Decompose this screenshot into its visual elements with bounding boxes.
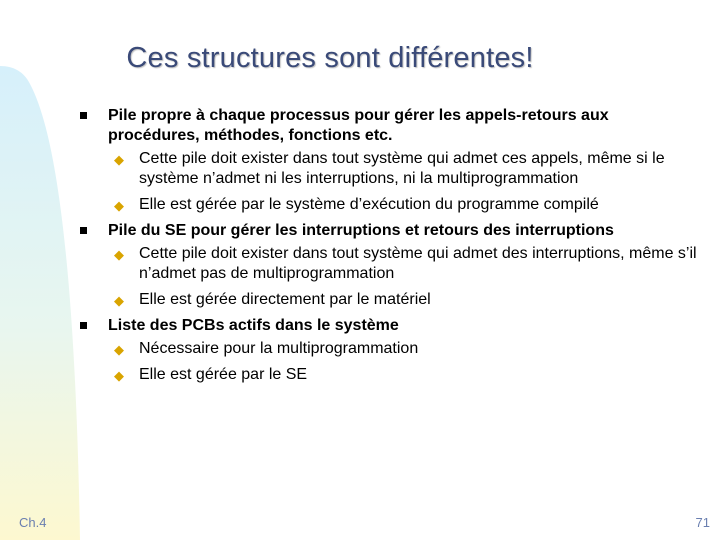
sub-list-item [108, 365, 698, 385]
sub-list-item-text: Elle est gérée par le SE [139, 366, 308, 383]
slide-title: Ces structures sont différentes! [126, 42, 534, 74]
diamond-bullet-icon: ◆ [114, 152, 124, 167]
page-number: 71 [695, 515, 710, 530]
sub-list-item [108, 149, 698, 189]
sub-list-item-text: Nécessaire pour la multiprogrammation [139, 340, 419, 357]
list-item-text: Liste des PCBs actifs dans le système [108, 317, 399, 334]
diamond-bullet-icon: ◆ [114, 293, 124, 308]
sub-list [108, 339, 698, 385]
sub-list-item-text: Cette pile doit exister dans tout système qui admet des interruptions, même s’il n’admet pas de multiprogrammation [139, 245, 697, 282]
sub-list-item [108, 339, 698, 359]
sub-list-item-text: Cette pile doit exister dans tout système qui admet ces appels, même si le système n’admet ni les interruptions, ni la multiprogrammation [139, 150, 665, 187]
diamond-bullet-icon: ◆ [114, 247, 124, 262]
diamond-bullet-icon: ◆ [114, 342, 124, 357]
slide-content [78, 106, 698, 391]
sub-list-item-text: Elle est gérée par le système d’exécution du programme compilé [139, 196, 599, 213]
diamond-bullet-icon: ◆ [114, 198, 124, 213]
sub-list-item [108, 290, 698, 310]
chapter-label: Ch.4 [19, 515, 47, 530]
list-item [78, 316, 698, 385]
diamond-bullet-icon: ◆ [114, 368, 124, 383]
sub-list-item [108, 244, 698, 284]
sub-list [108, 149, 698, 215]
square-bullet-icon [80, 112, 87, 119]
sub-list-item-text: Elle est gérée directement par le matériel [139, 291, 431, 308]
sub-list-item [108, 195, 698, 215]
sub-list [108, 244, 698, 310]
list-item [78, 221, 698, 310]
square-bullet-icon [80, 322, 87, 329]
list-item-text: Pile propre à chaque processus pour gérer les appels-retours aux procédures, méthodes, fonctions etc. [108, 107, 609, 144]
square-bullet-icon [80, 227, 87, 234]
list-item-text: Pile du SE pour gérer les interruptions et retours des interruptions [108, 222, 614, 239]
list-item [78, 106, 698, 215]
